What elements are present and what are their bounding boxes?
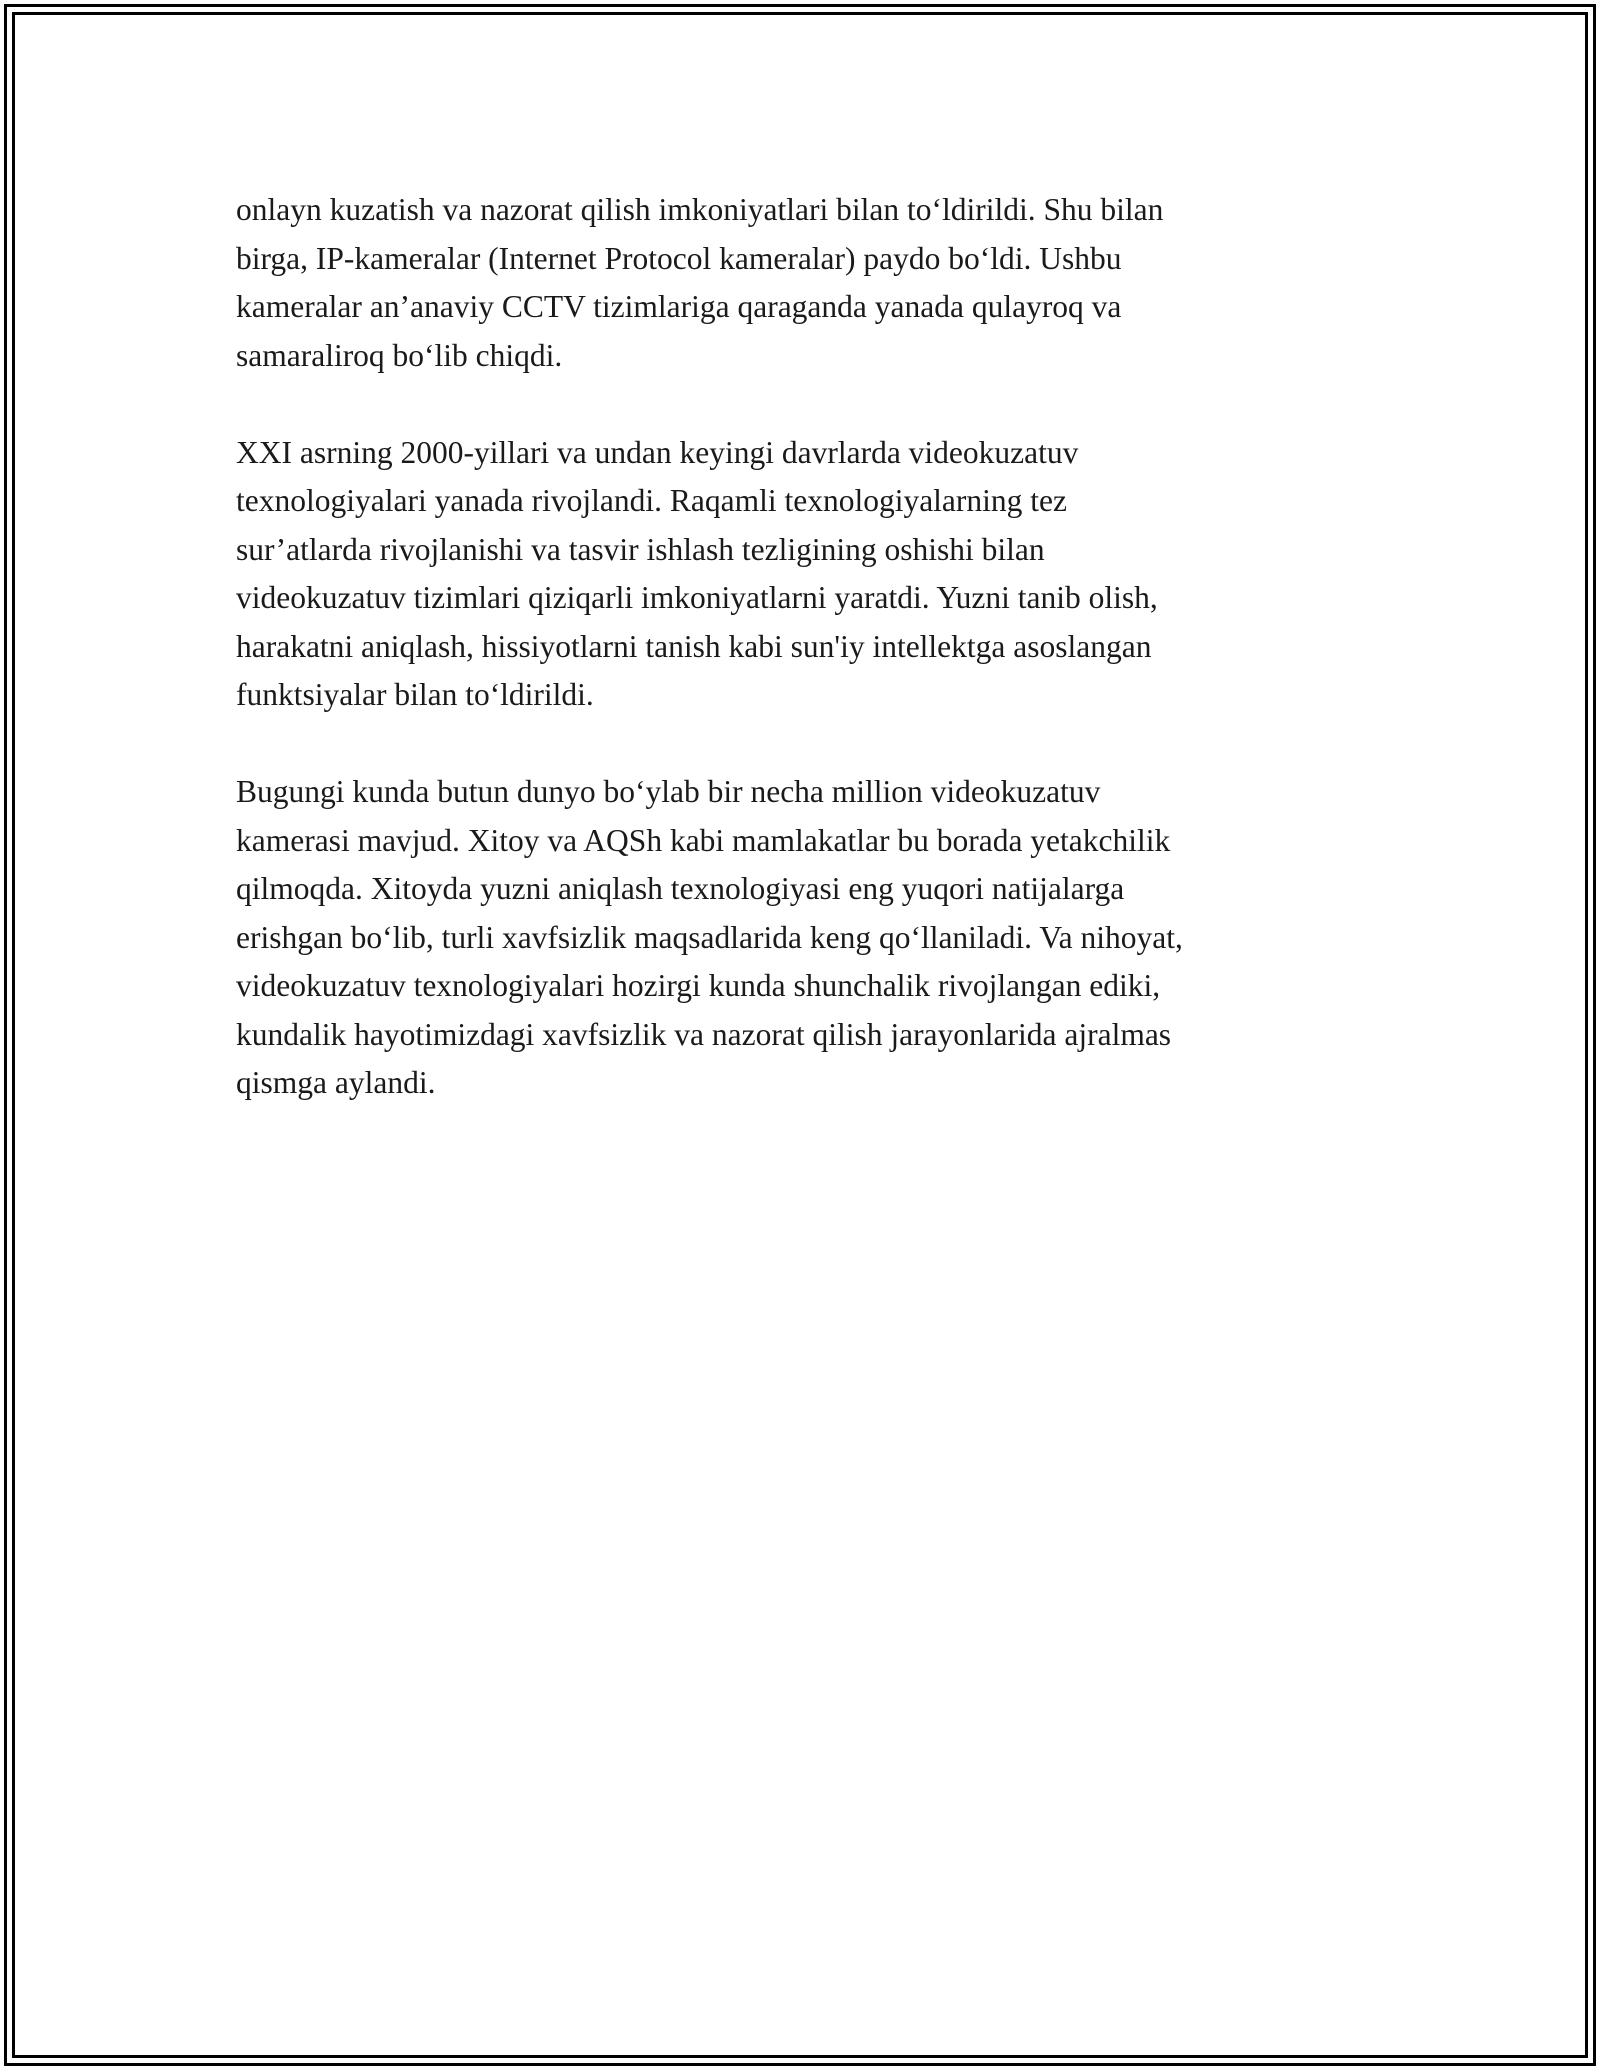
- paragraph-2: [236, 429, 1366, 720]
- text-line: sur’atlarda rivojlanishi va tasvir ishlash tezligining oshishi bilan: [236, 531, 1045, 567]
- text-line: videokuzatuv tizimlari qiziqarli imkoniyatlarni yaratdi. Yuzni tanib olish,: [236, 580, 1158, 615]
- text-line: kamerasi mavjud. Xitoy va AQSh kabi mamlakatlar bu borada yetakchilik: [236, 822, 1171, 858]
- text-line: onlayn kuzatish va nazorat qilish imkoniyatlari bilan to‘ldirildi. Shu bilan: [236, 192, 1164, 227]
- text-line: texnologiyalari yanada rivojlandi. Raqamli texnologiyalarning tez: [236, 483, 1067, 518]
- paragraph-3: [236, 768, 1366, 1108]
- text-line: kundalik hayotimizdagi xavfsizlik va nazorat qilish jarayonlarida ajralmas: [236, 1016, 1172, 1052]
- text-line: qismga aylandi.: [236, 1065, 436, 1100]
- text-line: birga, IP-kameralar (Internet Protocol kameralar) paydo bo‘ldi. Ushbu: [236, 240, 1122, 276]
- text-line: harakatni aniqlash, hissiyotlarni tanish kabi sun'iy intellektga asoslangan: [236, 628, 1152, 664]
- text-line: samaraliroq bo‘lib chiqdi.: [236, 337, 563, 373]
- text-line: videokuzatuv texnologiyalari hozirgi kunda shunchalik rivojlangan ediki,: [236, 968, 1161, 1003]
- paragraph-1: [236, 186, 1366, 380]
- text-line: funktsiyalar bilan to‘ldirildi.: [236, 677, 594, 712]
- text-line: XXI asrning 2000-yillari va undan keyingi davrlarda videokuzatuv: [236, 434, 1079, 470]
- text-line: Bugungi kunda butun dunyo bo‘ylab bir necha million videokuzatuv: [236, 774, 1101, 809]
- text-line: erishgan bo‘lib, turli xavfsizlik maqsadlarida keng qo‘llaniladi. Va nihoyat,: [236, 919, 1183, 955]
- text-line: qilmoqda. Xitoyda yuzni aniqlash texnologiyasi eng yuqori natijalarga: [236, 871, 1125, 906]
- document-body: [236, 186, 1366, 1156]
- text-line: kameralar an’anaviy CCTV tizimlariga qaraganda yanada qulayroq va: [236, 289, 1122, 324]
